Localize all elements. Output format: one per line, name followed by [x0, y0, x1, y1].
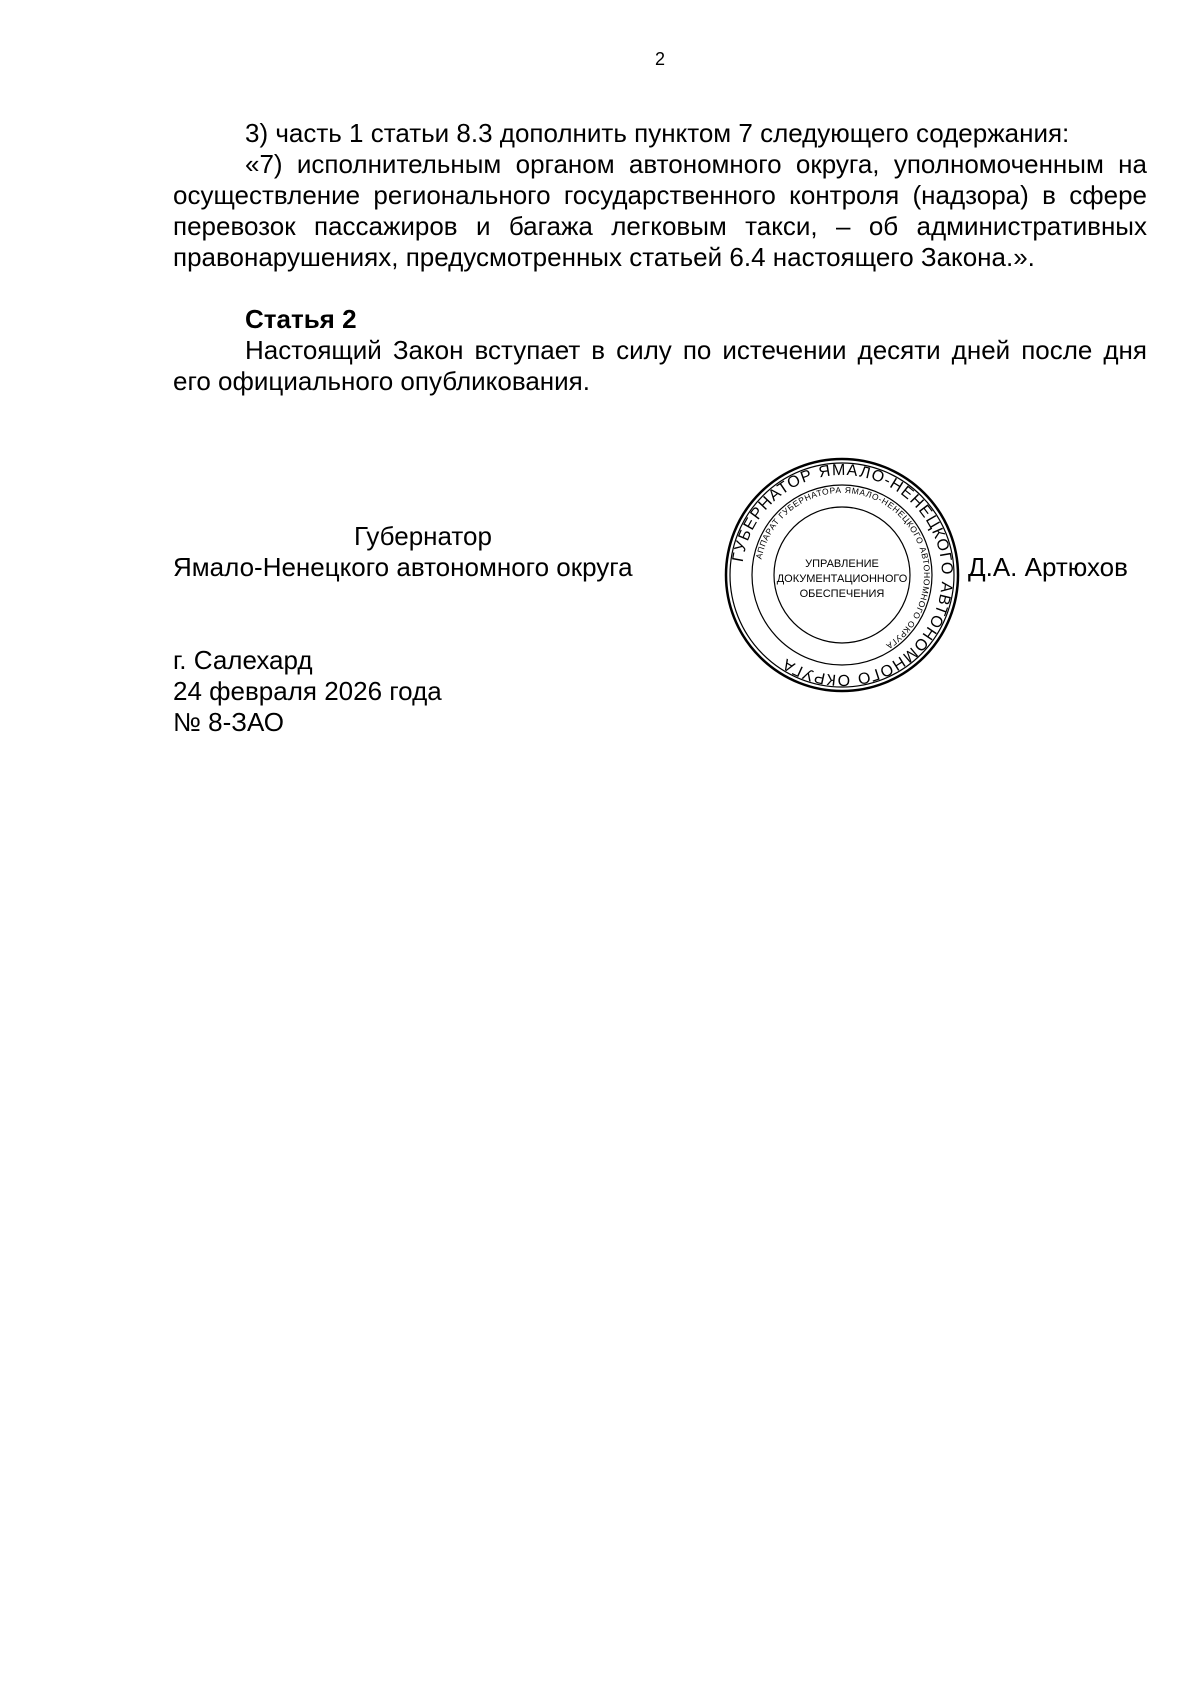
- paragraph-item-7: «7) исполнительным органом автономного округа, уполномоченным на осуществление регионального государственного контроля (надзора) в сфере перевозок пассажиров и багажа легковым такси, – об административных правонарушениях, предусмотренных статьей 6.4 настоящего Закона.».: [173, 149, 1147, 272]
- document-details: [173, 645, 442, 738]
- signature-region: Ямало-Ненецкого автономного округа: [173, 552, 633, 582]
- svg-text:ОБЕСПЕЧЕНИЯ: ОБЕСПЕЧЕНИЯ: [799, 588, 885, 600]
- document-number: № 8-ЗАО: [173, 707, 284, 737]
- article-2-heading: Статья 2: [245, 304, 357, 334]
- svg-text:ГУБЕРНАТОР ЯМАЛО-НЕНЕЦКОГО АВТ: ГУБЕРНАТОР ЯМАЛО-НЕНЕЦКОГО АВТОНОМНОГО ОКРУГА: [729, 461, 956, 689]
- svg-text:УПРАВЛЕНИЕ: УПРАВЛЕНИЕ: [805, 558, 879, 570]
- signature-title: [173, 521, 673, 583]
- signature-position: Губернатор: [354, 521, 492, 551]
- paragraph-amendment: 3) часть 1 статьи 8.3 дополнить пунктом 7 следующего содержания:: [245, 118, 1070, 148]
- svg-text:ДОКУМЕНТАЦИОННОГО: ДОКУМЕНТАЦИОННОГО: [776, 573, 908, 585]
- document-body: [173, 118, 1147, 397]
- official-seal-stamp: [722, 455, 962, 695]
- document-city: г. Салехард: [173, 645, 313, 675]
- paragraph-entry-into-force: Настоящий Закон вступает в силу по истечении десяти дней после дня его официального опубликования.: [173, 335, 1147, 396]
- document-date: 24 февраля 2026 года: [173, 676, 442, 706]
- page-number: 2: [654, 49, 665, 69]
- svg-text:АППАРАТ ГУБЕРНАТОРА ЯМАЛО-НЕНЕ: АППАРАТ ГУБЕРНАТОРА ЯМАЛО-НЕНЕЦКОГО АВТОНОМНОГО ОКРУГА: [753, 484, 933, 652]
- signatory-name: Д.А. Артюхов: [968, 552, 1128, 582]
